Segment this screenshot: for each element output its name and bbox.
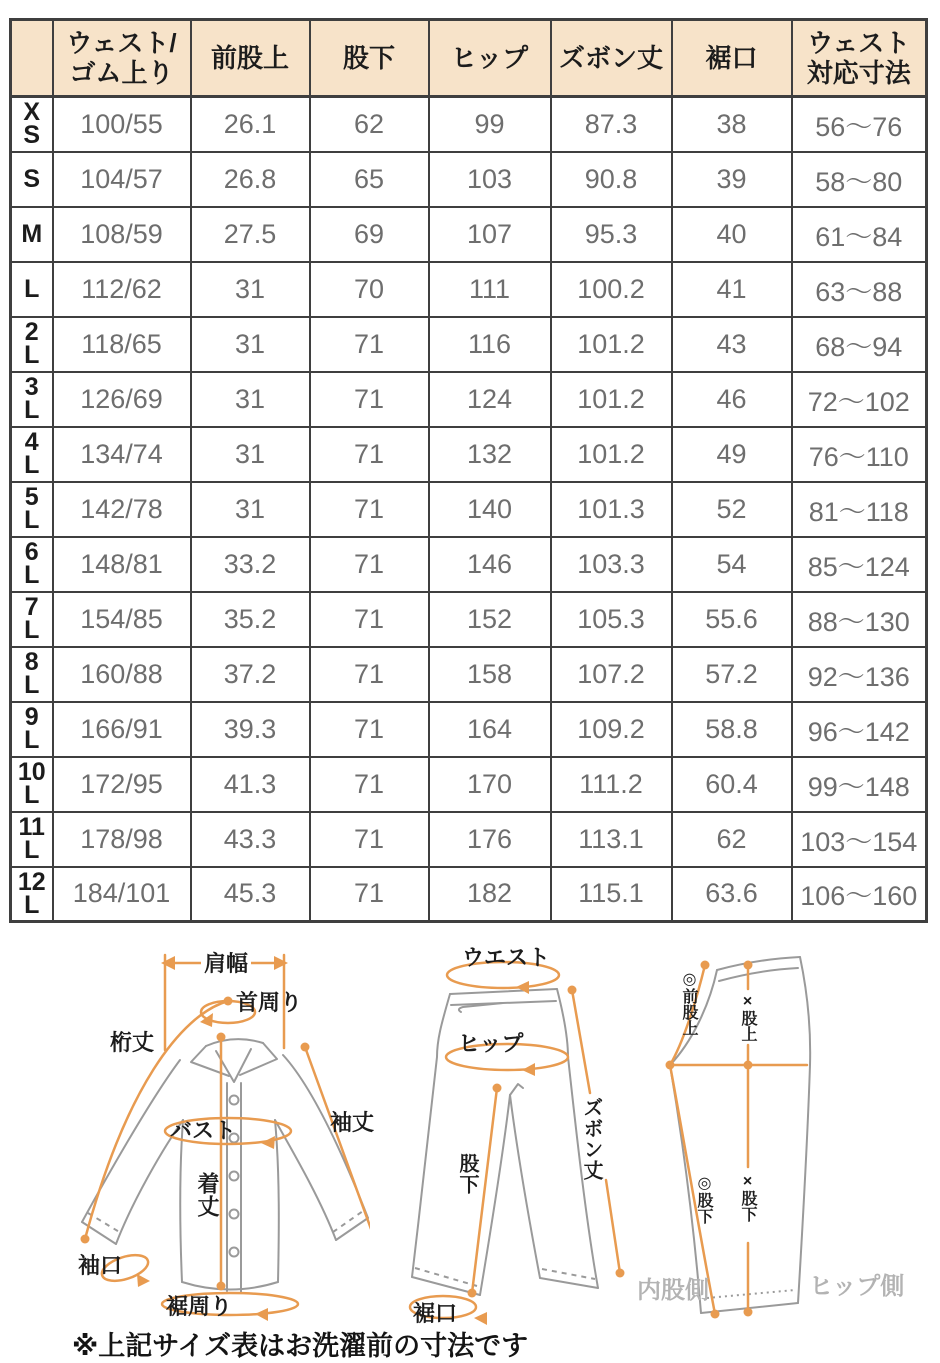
table-cell: 71 — [310, 812, 429, 867]
table-row — [11, 757, 927, 812]
table-cell: 140 — [429, 482, 551, 537]
table-cell: 41.3 — [191, 757, 310, 812]
table-row — [11, 592, 927, 647]
neck-label: 首周り — [236, 990, 303, 1015]
table-cell: 71 — [310, 647, 429, 702]
hem-around-label: 裾周り — [166, 1294, 233, 1319]
table-cell: 60.4 — [672, 757, 792, 812]
size-label: 3 L — [11, 372, 53, 427]
table-cell: 132 — [429, 427, 551, 482]
table-cell: 76〜110 — [792, 427, 927, 482]
shirt-outline — [82, 1039, 368, 1292]
table-cell: 38 — [672, 97, 792, 152]
inner-thigh-side-label: 内股側 — [637, 1277, 709, 1304]
table-cell: 31 — [191, 427, 310, 482]
table-cell: 107 — [429, 207, 551, 262]
sleeve-length-label: 袖丈 — [330, 1110, 375, 1135]
table-cell: 164 — [429, 702, 551, 757]
cuff-opening-label: 袖口 — [78, 1253, 123, 1278]
table-cell: 39.3 — [191, 702, 310, 757]
table-cell: 106〜160 — [792, 867, 927, 922]
pants-length-label: ズボン丈 — [580, 1097, 602, 1181]
table-row — [11, 97, 927, 152]
table-cell: 101.3 — [551, 482, 672, 537]
table-cell: 148/81 — [53, 537, 191, 592]
table-cell: 170 — [429, 757, 551, 812]
shirt-diagram — [30, 950, 375, 1328]
table-cell: 154/85 — [53, 592, 191, 647]
table-cell: 109.2 — [551, 702, 672, 757]
pants-front-diagram — [385, 945, 640, 1330]
size-label: 5 L — [11, 482, 53, 537]
table-cell: 31 — [191, 262, 310, 317]
button — [230, 1248, 239, 1257]
bust-label: バスト — [170, 1118, 237, 1143]
table-cell: 103〜154 — [792, 812, 927, 867]
table-cell: 99〜148 — [792, 757, 927, 812]
table-row — [11, 152, 927, 207]
table-cell: 31 — [191, 482, 310, 537]
inseam-cross-label: ×股下 — [739, 1173, 756, 1222]
table-cell: 101.2 — [551, 372, 672, 427]
table-cell: 124 — [429, 372, 551, 427]
table-cell: 71 — [310, 702, 429, 757]
table-cell: 96〜142 — [792, 702, 927, 757]
table-cell: 142/78 — [53, 482, 191, 537]
table-cell: 146 — [429, 537, 551, 592]
table-cell: 160/88 — [53, 647, 191, 702]
table-cell: 63.6 — [672, 867, 792, 922]
table-cell: 33.2 — [191, 537, 310, 592]
table-cell: 49 — [672, 427, 792, 482]
table-cell: 87.3 — [551, 97, 672, 152]
button — [230, 1096, 239, 1105]
table-cell: 45.3 — [191, 867, 310, 922]
button — [230, 1210, 239, 1219]
front-rise-label: ◎前股上 — [680, 969, 697, 1036]
size-label: X S — [11, 97, 53, 152]
table-cell: 85〜124 — [792, 537, 927, 592]
size-label: 2 L — [11, 317, 53, 372]
table-cell: 37.2 — [191, 647, 310, 702]
table-cell: 56〜76 — [792, 97, 927, 152]
table-cell: 134/74 — [53, 427, 191, 482]
table-cell: 126/69 — [53, 372, 191, 427]
shoulder-width-label: 肩幅 — [201, 953, 251, 975]
table-cell: 71 — [310, 867, 429, 922]
table-cell: 63〜88 — [792, 262, 927, 317]
table-cell: 108/59 — [53, 207, 191, 262]
table-cell: 71 — [310, 427, 429, 482]
table-cell: 113.1 — [551, 812, 672, 867]
table-cell: 178/98 — [53, 812, 191, 867]
crotch-line — [670, 1061, 807, 1070]
table-cell: 71 — [310, 757, 429, 812]
column-header: ウェスト/ ゴム上り — [53, 20, 191, 97]
table-cell: 26.8 — [191, 152, 310, 207]
table-row — [11, 812, 927, 867]
table-cell: 184/101 — [53, 867, 191, 922]
table-cell: 62 — [310, 97, 429, 152]
table-cell: 71 — [310, 317, 429, 372]
table-cell: 55.6 — [672, 592, 792, 647]
inseam-double-circle-label: ◎股下 — [695, 1173, 712, 1224]
sleeve-from-center-label: 桁丈 — [110, 1030, 155, 1055]
table-row — [11, 647, 927, 702]
size-label: 10 L — [11, 757, 53, 812]
table-cell: 54 — [672, 537, 792, 592]
table-cell: 71 — [310, 372, 429, 427]
table-cell: 103 — [429, 152, 551, 207]
size-label: 11 L — [11, 812, 53, 867]
column-header: ズボン丈 — [551, 20, 672, 97]
wash-note: ※上記サイズ表はお洗濯前の寸法です — [72, 1331, 529, 1361]
column-header: 股下 — [310, 20, 429, 97]
size-label: 4 L — [11, 427, 53, 482]
size-label: 6 L — [11, 537, 53, 592]
table-cell: 176 — [429, 812, 551, 867]
size-label: M — [11, 207, 53, 262]
table-cell: 116 — [429, 317, 551, 372]
hip-label: ヒップ — [458, 1031, 524, 1056]
table-cell: 31 — [191, 317, 310, 372]
size-table-body — [11, 97, 927, 922]
table-cell: 104/57 — [53, 152, 191, 207]
table-cell: 35.2 — [191, 592, 310, 647]
table-cell: 107.2 — [551, 647, 672, 702]
table-cell: 105.3 — [551, 592, 672, 647]
table-cell: 100.2 — [551, 262, 672, 317]
table-cell: 95.3 — [551, 207, 672, 262]
table-cell: 101.2 — [551, 427, 672, 482]
table-cell: 71 — [310, 537, 429, 592]
rise-label: ×股上 — [739, 993, 756, 1042]
table-cell: 52 — [672, 482, 792, 537]
table-cell: 111.2 — [551, 757, 672, 812]
measurement-diagrams — [0, 945, 940, 1335]
table-cell: 46 — [672, 372, 792, 427]
button — [230, 1172, 239, 1181]
corner-cell — [11, 20, 53, 97]
table-cell: 41 — [672, 262, 792, 317]
table-cell: 72〜102 — [792, 372, 927, 427]
table-cell: 69 — [310, 207, 429, 262]
table-cell: 111 — [429, 262, 551, 317]
table-cell: 68〜94 — [792, 317, 927, 372]
table-cell: 112/62 — [53, 262, 191, 317]
table-row — [11, 427, 927, 482]
table-cell: 62 — [672, 812, 792, 867]
table-row — [11, 262, 927, 317]
column-header: ウェスト 対応寸法 — [792, 20, 927, 97]
waist-label: ウエスト — [462, 945, 551, 970]
table-row — [11, 867, 927, 922]
table-cell: 172/95 — [53, 757, 191, 812]
table-cell: 100/55 — [53, 97, 191, 152]
table-cell: 88〜130 — [792, 592, 927, 647]
table-cell: 90.8 — [551, 152, 672, 207]
size-label: 12 L — [11, 867, 53, 922]
pants-side-diagram — [635, 945, 940, 1330]
table-cell: 39 — [672, 152, 792, 207]
body-length-label: 着丈 — [195, 1172, 220, 1218]
table-cell: 26.1 — [191, 97, 310, 152]
table-row — [11, 702, 927, 757]
table-row — [11, 537, 927, 592]
size-label: S — [11, 152, 53, 207]
table-cell: 31 — [191, 372, 310, 427]
size-table — [9, 18, 928, 923]
table-cell: 71 — [310, 482, 429, 537]
table-cell: 101.2 — [551, 317, 672, 372]
column-header: ヒップ — [429, 20, 551, 97]
table-row — [11, 372, 927, 427]
table-cell: 43.3 — [191, 812, 310, 867]
table-cell: 43 — [672, 317, 792, 372]
table-cell: 152 — [429, 592, 551, 647]
column-header: 裾口 — [672, 20, 792, 97]
table-cell: 27.5 — [191, 207, 310, 262]
table-cell: 158 — [429, 647, 551, 702]
table-cell: 57.2 — [672, 647, 792, 702]
table-cell: 71 — [310, 592, 429, 647]
table-cell: 61〜84 — [792, 207, 927, 262]
table-cell: 166/91 — [53, 702, 191, 757]
table-cell: 81〜118 — [792, 482, 927, 537]
hip-side-label: ヒップ側 — [809, 1273, 905, 1300]
table-row — [11, 482, 927, 537]
table-cell: 65 — [310, 152, 429, 207]
table-row — [11, 207, 927, 262]
size-label: 7 L — [11, 592, 53, 647]
table-cell: 182 — [429, 867, 551, 922]
size-table-header-row — [11, 20, 927, 97]
table-cell: 103.3 — [551, 537, 672, 592]
table-cell: 99 — [429, 97, 551, 152]
table-cell: 115.1 — [551, 867, 672, 922]
table-cell: 58.8 — [672, 702, 792, 757]
size-label: L — [11, 262, 53, 317]
column-header: 前股上 — [191, 20, 310, 97]
table-cell: 40 — [672, 207, 792, 262]
inseam-label: 股下 — [456, 1153, 478, 1195]
table-row — [11, 317, 927, 372]
table-cell: 58〜80 — [792, 152, 927, 207]
table-cell: 118/65 — [53, 317, 191, 372]
size-label: 9 L — [11, 702, 53, 757]
table-cell: 70 — [310, 262, 429, 317]
size-label: 8 L — [11, 647, 53, 702]
table-cell: 92〜136 — [792, 647, 927, 702]
hem-opening-label: 裾口 — [413, 1301, 458, 1326]
